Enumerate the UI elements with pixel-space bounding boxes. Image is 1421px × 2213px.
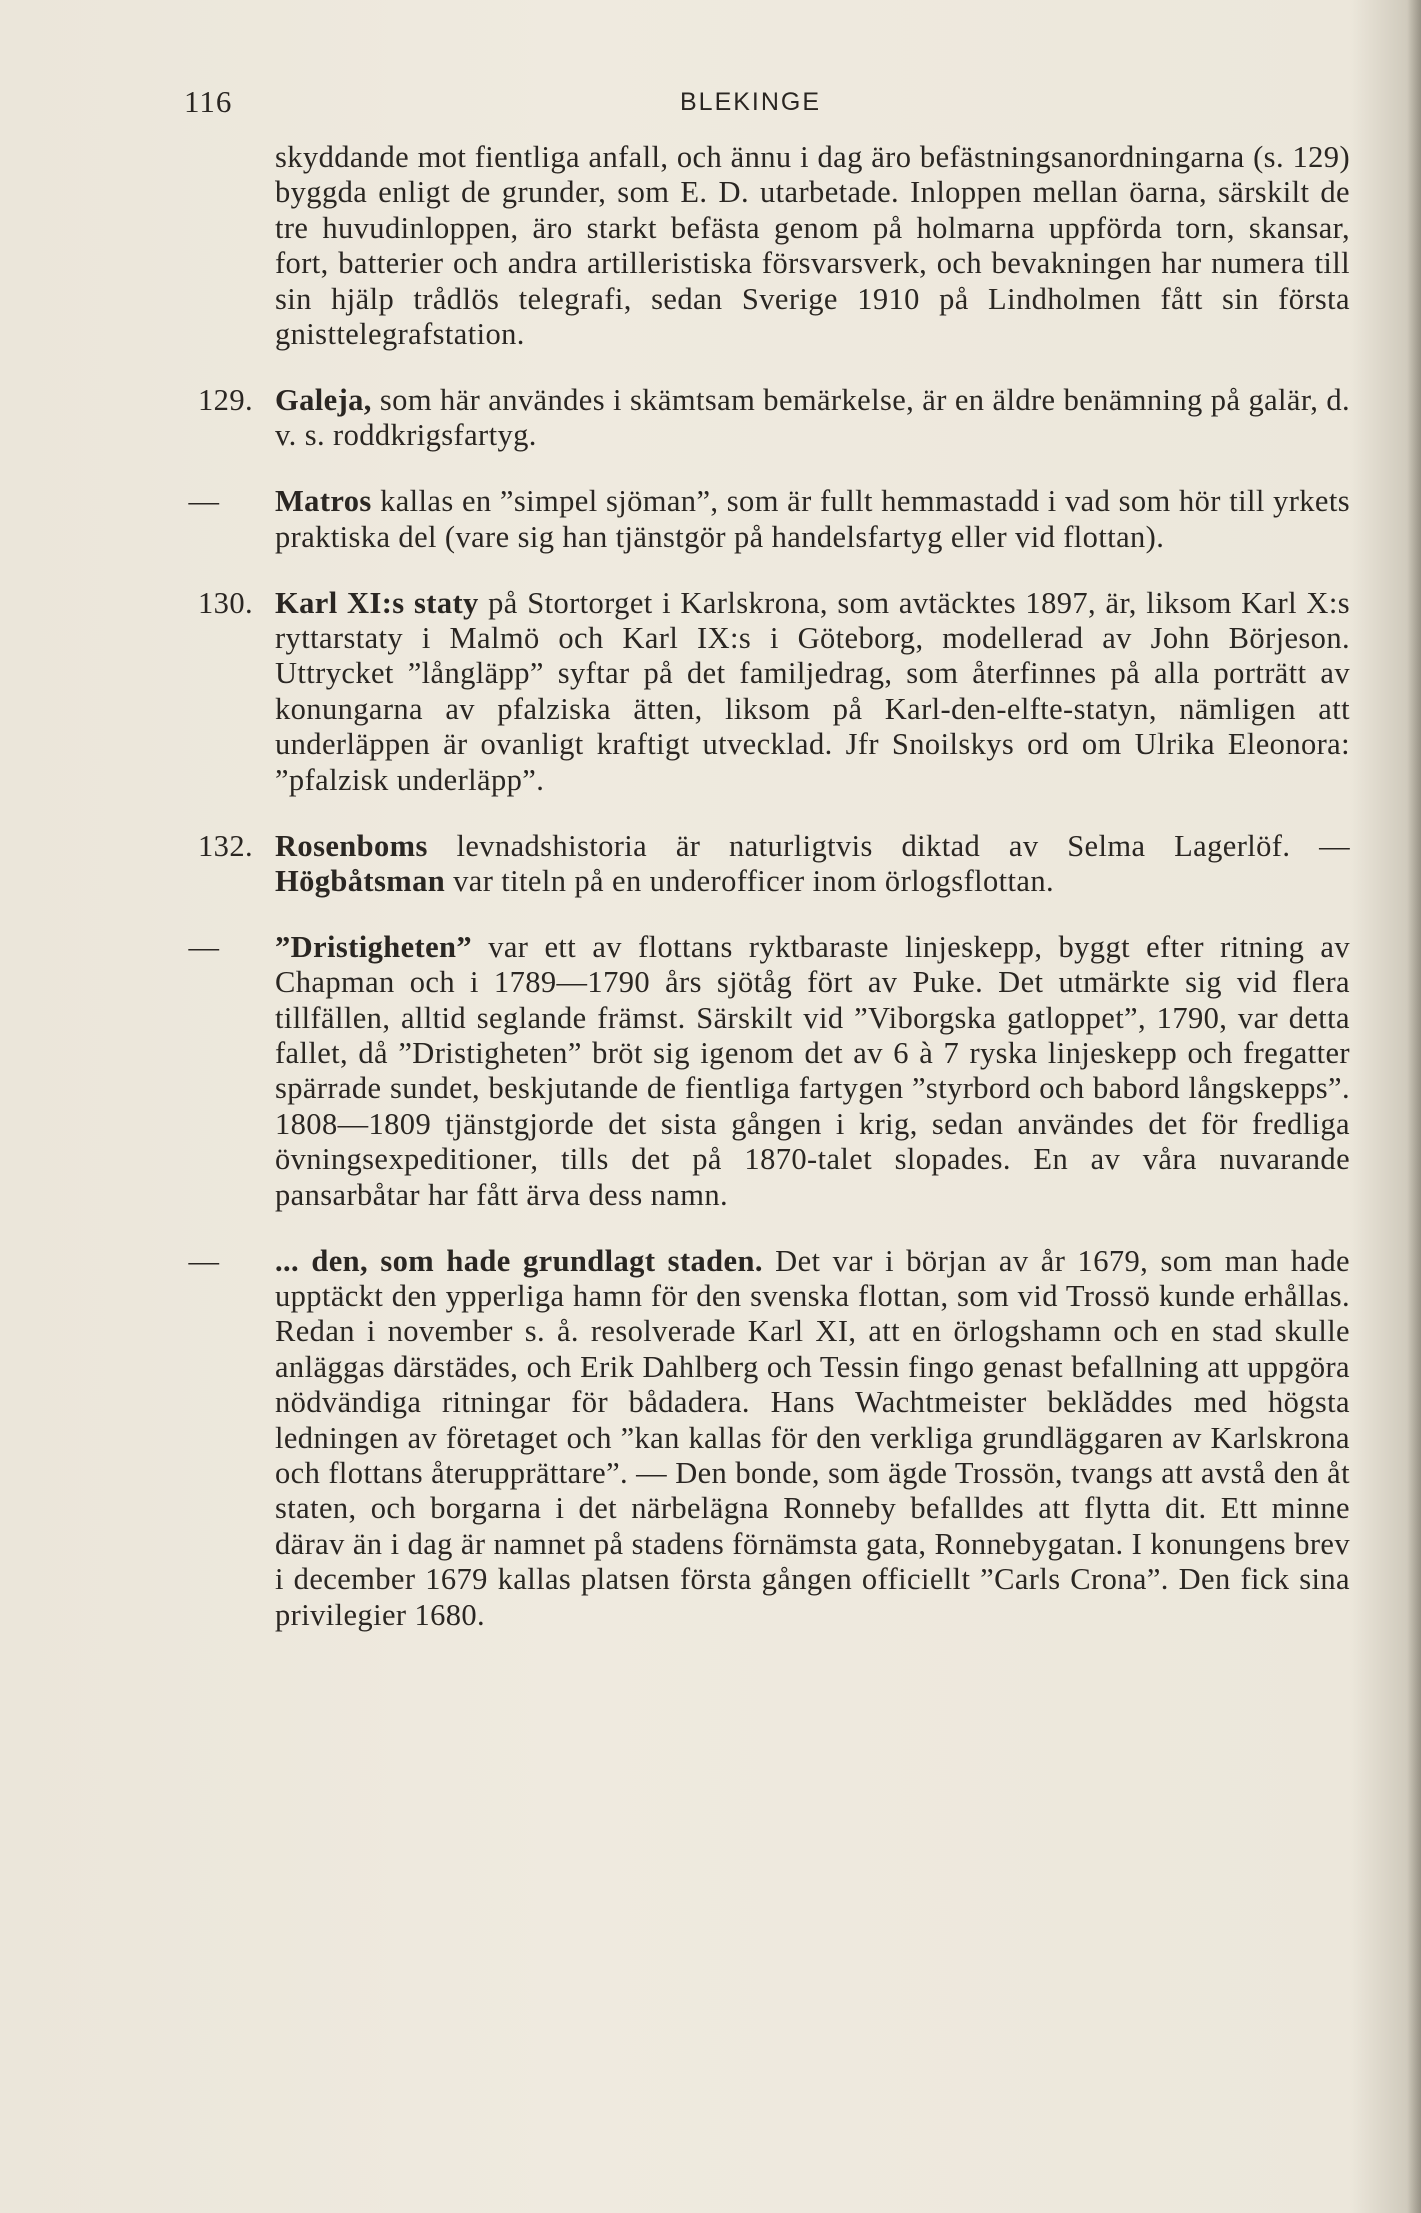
note-text: på Stortorget i Karlskrona, som avtäcktes 1897, är, liksom Karl X:s ryttarstaty i Malmö och Karl IX:s i Göteborg, modellerad av John Börjeson. Uttrycket ”långläpp” syftar på det familjedrag, som återfinnes på alla porträtt av konungarna av pfalziska ätten, liksom på Karl-den-elfte-statyn, nämligen att underläppen är ovanligt kraftigt utvecklad. Jfr Snoilskys ord om Ulrika Eleonora: ”pfalzisk underläpp”. (275, 585, 1350, 797)
note-matros (180, 484, 1350, 555)
note-keyword: Galeja, (275, 382, 372, 417)
page-number: 116 (184, 84, 233, 119)
note-text-secondary: var titeln på en underofficer inom örlogsflottan. (445, 863, 1055, 898)
note-text: Det var i början av år 1679, som man hade upptäckt den ypperliga hamn för den svenska flottan, som vid Trossö kunde erhållas. Redan i november s. å. resolverade Karl XI, att en örlogshamn och en stad skulle anläggas därstädes, och Erik Dahlberg och Tessin fingo genast befallning att uppgöra nödvändiga ritningar för bådadera. Hans Wachtmeister beklăddes med högsta ledningen av företaget och ”kan kallas för den verkliga grundläggaren av Karlskrona och flottans återupprättare”. — Den bonde, som ägde Trossön, tvangs att avstå den åt staten, och borgarna i det närbelägna Ronneby befalldes att flytta dit. Ett minne därav än i dag är namnet på stadens förnämsta gata, Ronnebygatan. I konungens brev i december 1679 kallas platsen första gången officiellt ”Carls Crona”. Den fick sina privilegier 1680. (275, 1243, 1350, 1632)
note-132 (180, 829, 1350, 900)
running-head: BLEKINGE (680, 88, 822, 116)
note-130 (180, 586, 1350, 798)
note-dash: — (188, 929, 220, 964)
note-keyword: ”Dristigheten” (275, 929, 473, 964)
note-number: 132. (198, 828, 253, 863)
page-edge-shadow (1407, 0, 1421, 2213)
note-number: 129. (198, 382, 253, 417)
note-text: som här användes i skämtsam bemärkelse, är en äldre benämning på galär, d. v. s. roddkrigsfartyg. (275, 382, 1350, 453)
note-keyword-secondary: Högbåtsman (275, 863, 446, 898)
page-body (180, 140, 1350, 1645)
note-keyword: Rosenboms (275, 828, 428, 863)
page-header (0, 84, 1421, 124)
note-text: var ett av flottans ryktbaraste linjeskepp, byggt efter ritning av Chapman och i 1789—1790 års sjötåg fört av Puke. Det utmärkte sig vid flera tillfällen, alltid seglande främst. Särskilt vid ”Viborgska gatloppet”, 1790, var detta fallet, då ”Dristigheten” bröt sig igenom det av 6 à 7 ryska linjeskepp och fregatter spärrade sundet, beskjutande de fientliga fartygen ”styrbord och babord långskepps”. 1808—1809 tjänstgjorde det sista gången i krig, sedan användes det för fredliga övningsexpeditioner, tills det på 1870-talet slopades. En av våra nuvarande pansarbåtar har fått ärva dess namn. (275, 929, 1350, 1212)
note-keyword: Karl XI:s staty (275, 585, 479, 620)
note-dristigheten (180, 930, 1350, 1213)
note-number: 130. (198, 585, 253, 620)
note-keyword: Matros (275, 484, 372, 519)
note-text: levnadshistoria är naturligtvis diktad av Selma Lagerlöf. — (427, 828, 1350, 863)
note-keyword: ... den, som hade grundlagt staden. (275, 1243, 763, 1278)
note-dash: — (188, 484, 220, 519)
note-dash: — (188, 1243, 220, 1278)
paragraph-continued (180, 140, 1350, 352)
note-129 (180, 383, 1350, 454)
note-grundlagt-staden (180, 1244, 1350, 1633)
note-text: kallas en ”simpel sjöman”, som är fullt hemmastadd i vad som hör till yrkets praktiska del (vare sig han tjänstgör på handelsfartyg eller vid flottan). (275, 484, 1350, 554)
paragraph-text: skyddande mot fientliga anfall, och ännu i dag äro befästningsanordningarna (s. 129) byggda enligt de grunder, som E. D. utarbetade. Inloppen mellan öarna, särskilt de tre huvudinloppen, äro starkt befästa genom på holmarna uppförda torn, skansar, fort, batterier och andra artilleristiska försvarsverk, och bevakningen har numera till sin hjälp trådlös telegrafi, sedan Sverige 1910 på Lindholmen fått sin första gnisttelegrafstation. (275, 140, 1350, 352)
